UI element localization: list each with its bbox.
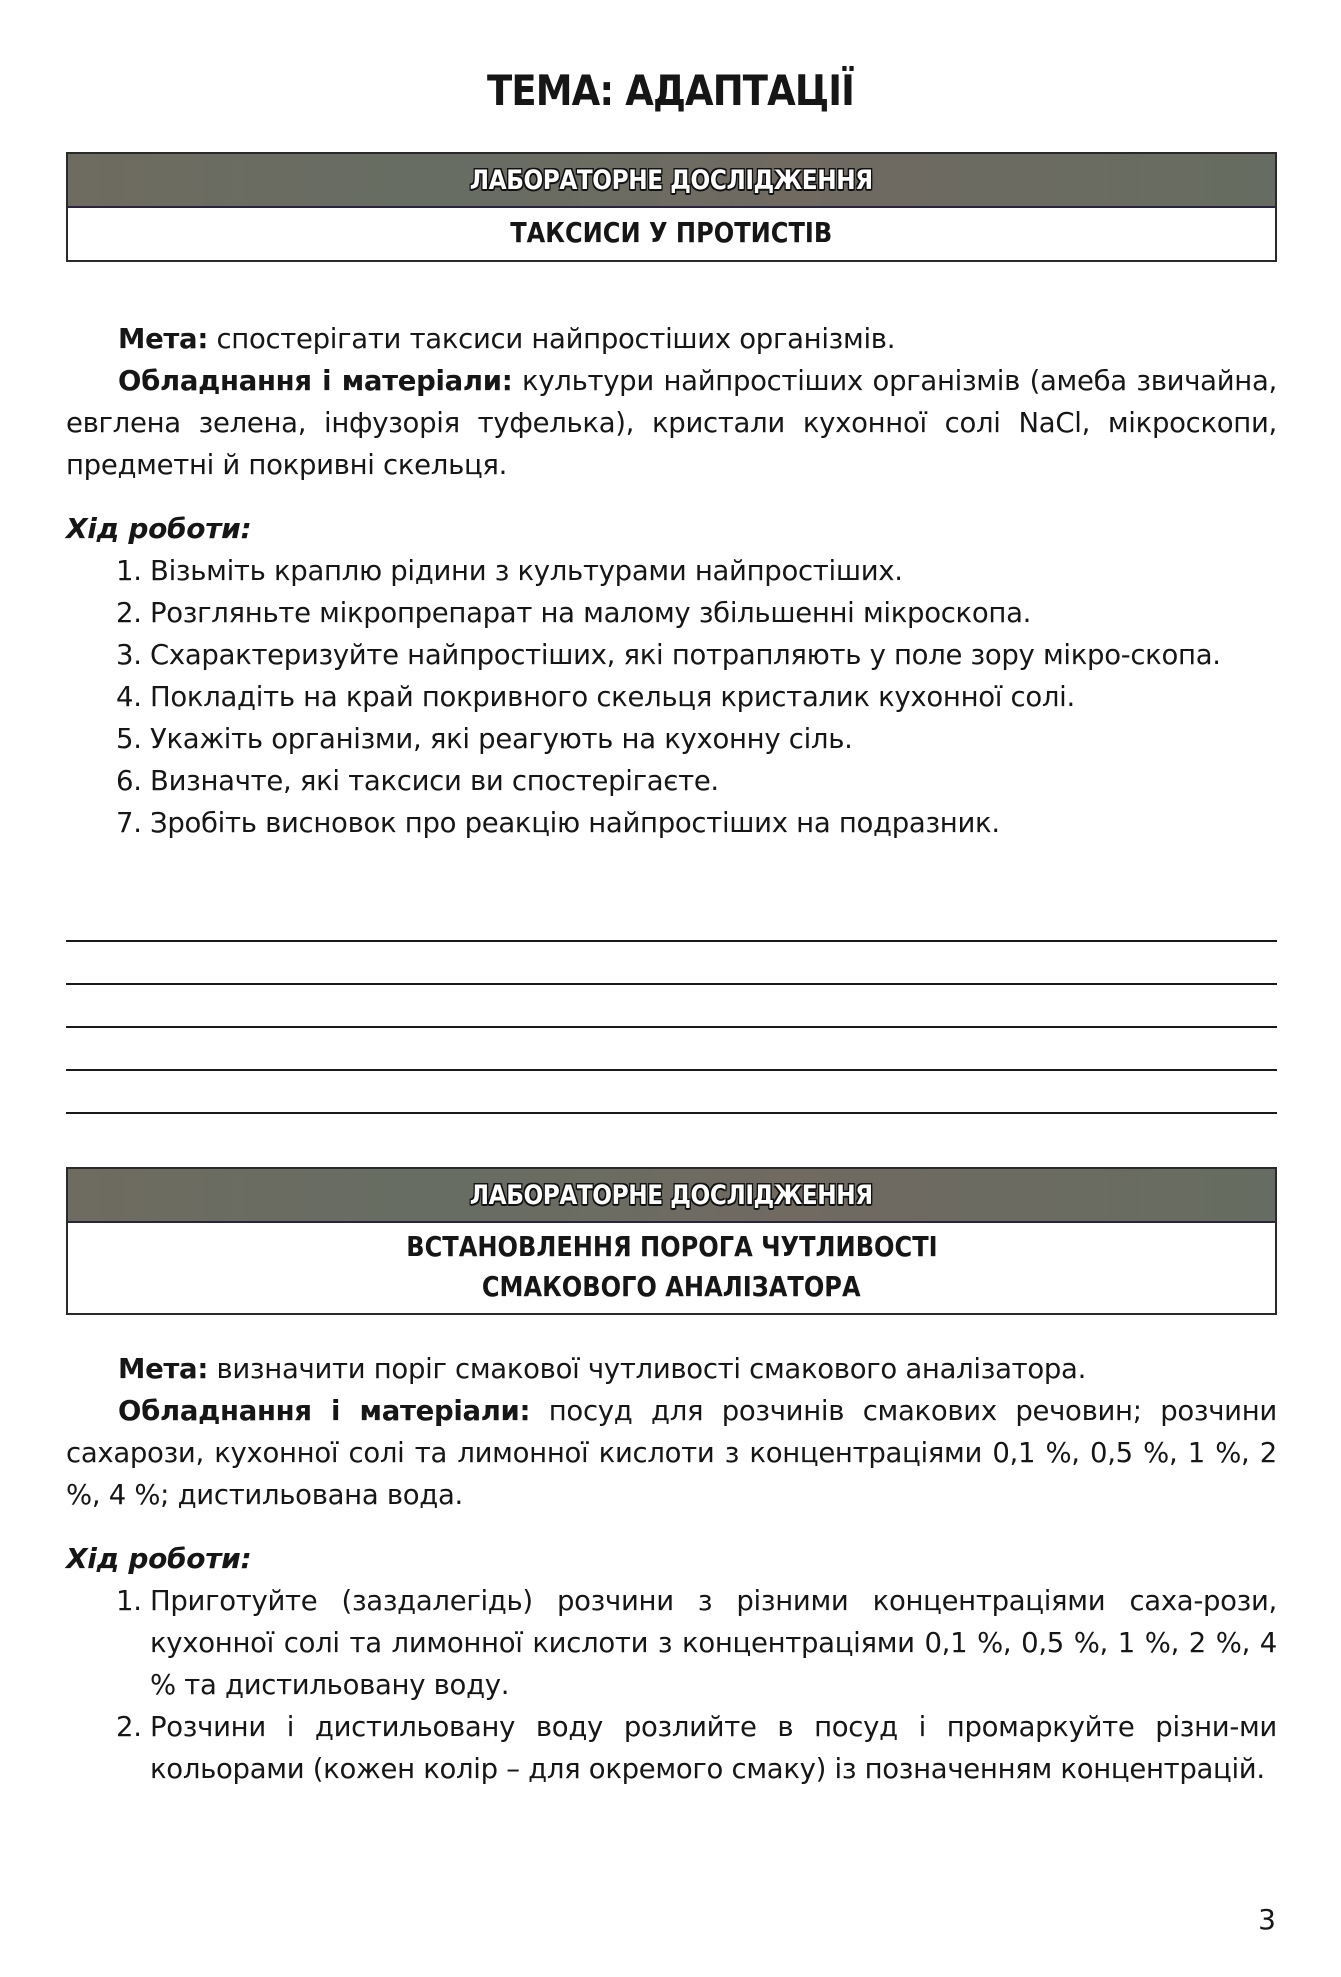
step-number: 7. [116,807,142,839]
goal-text: визначити поріг смакової чутливості смакового аналізатора. [208,1353,1087,1385]
step-item [116,676,1277,718]
step-number: 3. [116,639,142,671]
step-item [116,592,1277,634]
equipment-text: культури найпростіших організмів (амеба звичайна, евглена зелена, інфузорія туфелька), кристали кухонної солі NaCl, мікроскопи, предметні й покривні скельця. [66,365,1277,481]
lab-band-2 [68,1169,1275,1223]
goal-label: Мета: [118,323,209,355]
equipment-label: Обладнання і матеріали: [118,1395,531,1427]
step-text: Схарактеризуйте найпростіших, які потрапляють у поле зору мікро-скопа. [150,639,1221,671]
goal-text: спостерігати таксиси найпростіших організмів. [208,323,896,355]
step-number: 1. [116,555,142,587]
step-item [116,634,1277,676]
equipment-label: Обладнання і матеріали: [118,365,513,397]
step-number: 2. [116,1711,142,1743]
step-text: Візьміть краплю рідини з культурами найпростіших. [150,555,903,587]
step-text: Розчини і дистильовану воду розлийте в посуд і промаркуйте різни-ми кольорами (кожен колір – для окремого смаку) із позначенням концентрацій. [150,1711,1277,1785]
lab-header-box-1 [66,152,1277,262]
answer-line[interactable] [66,1112,1277,1114]
lab-band-label: ЛАБОРАТОРНЕ ДОСЛІДЖЕННЯ [470,164,873,196]
procedure-steps [66,1580,1277,1790]
lab-title-line: ТАКСИСИ У ПРОТИСТІВ [510,216,833,249]
equipment-paragraph [66,1390,1277,1516]
procedure-heading: Хід роботи: [66,512,252,545]
lab-title-1 [68,208,1275,260]
equipment-paragraph [66,360,1277,486]
procedure-steps [66,550,1277,844]
step-text: Покладіть на край покривного скельця кристалик кухонної солі. [150,681,1075,713]
goal-paragraph [66,318,1277,360]
step-text: Приготуйте (заздалегідь) розчини з різними концентраціями саха-рози, кухонної солі та лимонної кислоти з концентраціями 0,1 %, 0,5 %, 1 %, 2 %, 4 % та дистильовану воду. [150,1585,1277,1701]
answer-lines [66,940,1277,1155]
step-text: Розгляньте мікропрепарат на малому збільшенні мікроскопа. [150,597,1032,629]
step-number: 2. [116,597,142,629]
page-title: ТЕМА: АДАПТАЦІЇ [487,66,854,115]
step-item [116,760,1277,802]
answer-line[interactable] [66,940,1277,942]
lab-header-box-2 [66,1167,1277,1315]
step-number: 6. [116,765,142,797]
lab-title-2 [68,1223,1275,1313]
step-item [116,1706,1277,1790]
answer-line[interactable] [66,1069,1277,1071]
lab-band-1 [68,154,1275,208]
equipment-text: посуд для розчинів смакових речовин; розчини сахарози, кухонної солі та лимонної кислоти з концентраціями 0,1 %, 0,5 %, 1 %, 2 %, 4 %; дистильована вода. [66,1395,1277,1511]
step-number: 5. [116,723,142,755]
step-text: Визначте, які таксиси ви спостерігаєте. [150,765,719,797]
answer-line[interactable] [66,983,1277,985]
step-text: Зробіть висновок про реакцію найпростіших на подразник. [150,807,1000,839]
section-1-body [66,318,1277,844]
step-item [116,1580,1277,1706]
answer-line[interactable] [66,1026,1277,1028]
goal-paragraph [66,1348,1277,1390]
section-2-body [66,1348,1277,1790]
lab-band-label: ЛАБОРАТОРНЕ ДОСЛІДЖЕННЯ [470,1179,873,1211]
procedure-heading: Хід роботи: [66,1542,252,1575]
goal-label: Мета: [118,1353,209,1385]
step-item [116,718,1277,760]
step-number: 1. [116,1585,142,1617]
lab-title-line: СМАКОВОГО АНАЛІЗАТОРА [482,1270,861,1303]
page-number: 3 [1258,1903,1276,1936]
step-item [116,802,1277,844]
lab-title-line: ВСТАНОВЛЕННЯ ПОРОГА ЧУТЛИВОСТІ [405,1230,938,1263]
step-number: 4. [116,681,142,713]
step-item [116,550,1277,592]
step-text: Укажіть організми, які реагують на кухонну сіль. [150,723,853,755]
